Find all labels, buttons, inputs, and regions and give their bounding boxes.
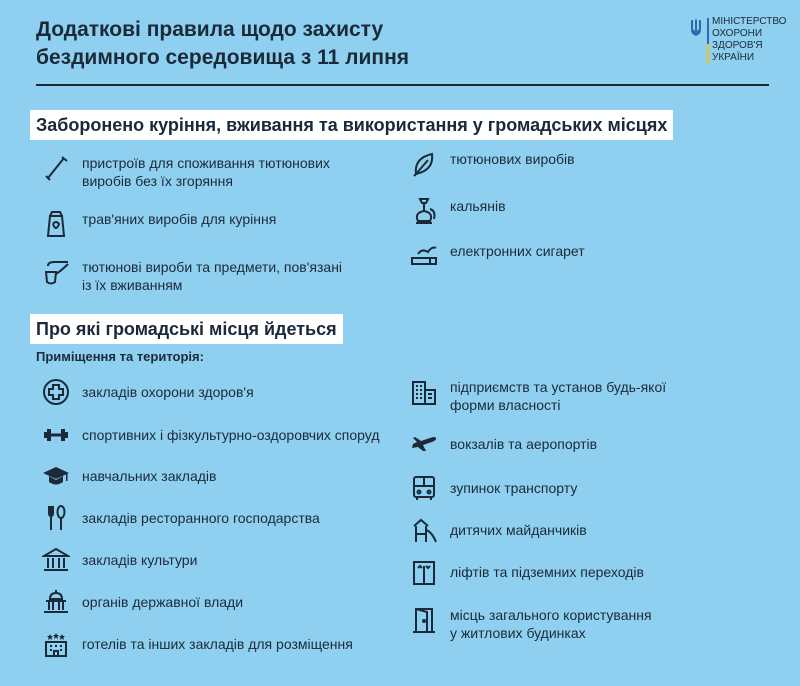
list-item [42, 504, 320, 532]
hotel-icon [42, 630, 70, 658]
logo-line: ЗДОРОВ'Я [712, 40, 763, 51]
pipe-icon [42, 258, 70, 286]
bus-icon [410, 474, 438, 502]
trident-icon [690, 18, 702, 38]
door-icon [410, 606, 438, 634]
section-heading-prohibited: Заборонено куріння, вживання та використання у громадських місцях [30, 110, 673, 140]
graduation-cap-icon [42, 462, 70, 490]
list-item [410, 558, 644, 586]
elevator-icon [410, 558, 438, 586]
logo-text [712, 16, 792, 64]
museum-icon [42, 546, 70, 574]
list-item [410, 430, 597, 458]
list-item [42, 154, 330, 190]
item-label: закладів ресторанного господарства [82, 510, 320, 526]
item-label: дитячих майданчиків [450, 522, 587, 538]
title-line-2: бездимного середовища з 11 липня [36, 46, 410, 69]
list-item [42, 210, 276, 238]
item-label: кальянів [450, 198, 506, 214]
header-divider [36, 84, 769, 86]
list-item [42, 630, 353, 658]
list-item [410, 378, 666, 414]
item-label: підприємств та установ будь-якої форми власності [450, 379, 667, 413]
item-label: навчальних закладів [82, 468, 217, 484]
page-title [36, 16, 409, 72]
title-line-1: Додаткові правила щодо захисту [36, 18, 384, 41]
list-item [42, 258, 342, 294]
list-item [410, 606, 652, 642]
item-label: електронних сигарет [450, 243, 585, 259]
list-item [42, 462, 216, 490]
e-cigarette-stick-icon [42, 154, 70, 182]
fork-spoon-icon [42, 504, 70, 532]
airplane-icon [410, 430, 438, 458]
playground-icon [410, 516, 438, 544]
item-label: пристроїв для споживання тютюнових виробів без їх згоряння [82, 155, 330, 189]
office-building-icon [410, 378, 438, 406]
item-label: тютюнові вироби та предмети, пов'язані із їх вживанням [82, 259, 343, 293]
item-label: спортивних і фізкультурно-оздоровчих споруд [82, 427, 380, 443]
cigarette-icon [410, 242, 438, 270]
logo-line: ОХОРОНИ [712, 28, 763, 39]
places-subheading: Приміщення та територія: [36, 349, 204, 364]
government-building-icon [42, 588, 70, 616]
tobacco-pack-icon [42, 210, 70, 238]
logo-line: МІНІСТЕРСТВО [712, 16, 787, 27]
list-item [410, 516, 587, 544]
leaf-icon [410, 150, 438, 178]
item-label: органів державної влади [82, 594, 244, 610]
list-item [42, 588, 243, 616]
list-item [410, 242, 585, 270]
logo-color-bar [707, 18, 709, 64]
item-label: готелів та інших закладів для розміщення [82, 636, 353, 652]
list-item [42, 421, 380, 449]
hookah-icon [410, 197, 438, 225]
list-item [410, 150, 575, 178]
logo-line: УКРАЇНИ [712, 52, 755, 63]
list-item [410, 474, 577, 502]
item-label: закладів охорони здоров'я [82, 384, 254, 400]
list-item [410, 197, 506, 225]
item-label: тютюнових виробів [450, 151, 575, 167]
item-label: трав'яних виробів для куріння [82, 211, 277, 227]
item-label: вокзалів та аеропортів [450, 436, 598, 452]
list-item [42, 378, 254, 406]
list-item [42, 546, 197, 574]
section-heading-places: Про які громадські місця йдеться [30, 314, 343, 344]
dumbbell-icon [42, 421, 70, 449]
item-label: ліфтів та підземних переходів [450, 564, 644, 580]
item-label: зупинок транспорту [450, 480, 578, 496]
item-label: закладів культури [82, 552, 198, 568]
medical-cross-icon [42, 378, 70, 406]
item-label: місць загального користування у житлових будинках [450, 607, 652, 641]
